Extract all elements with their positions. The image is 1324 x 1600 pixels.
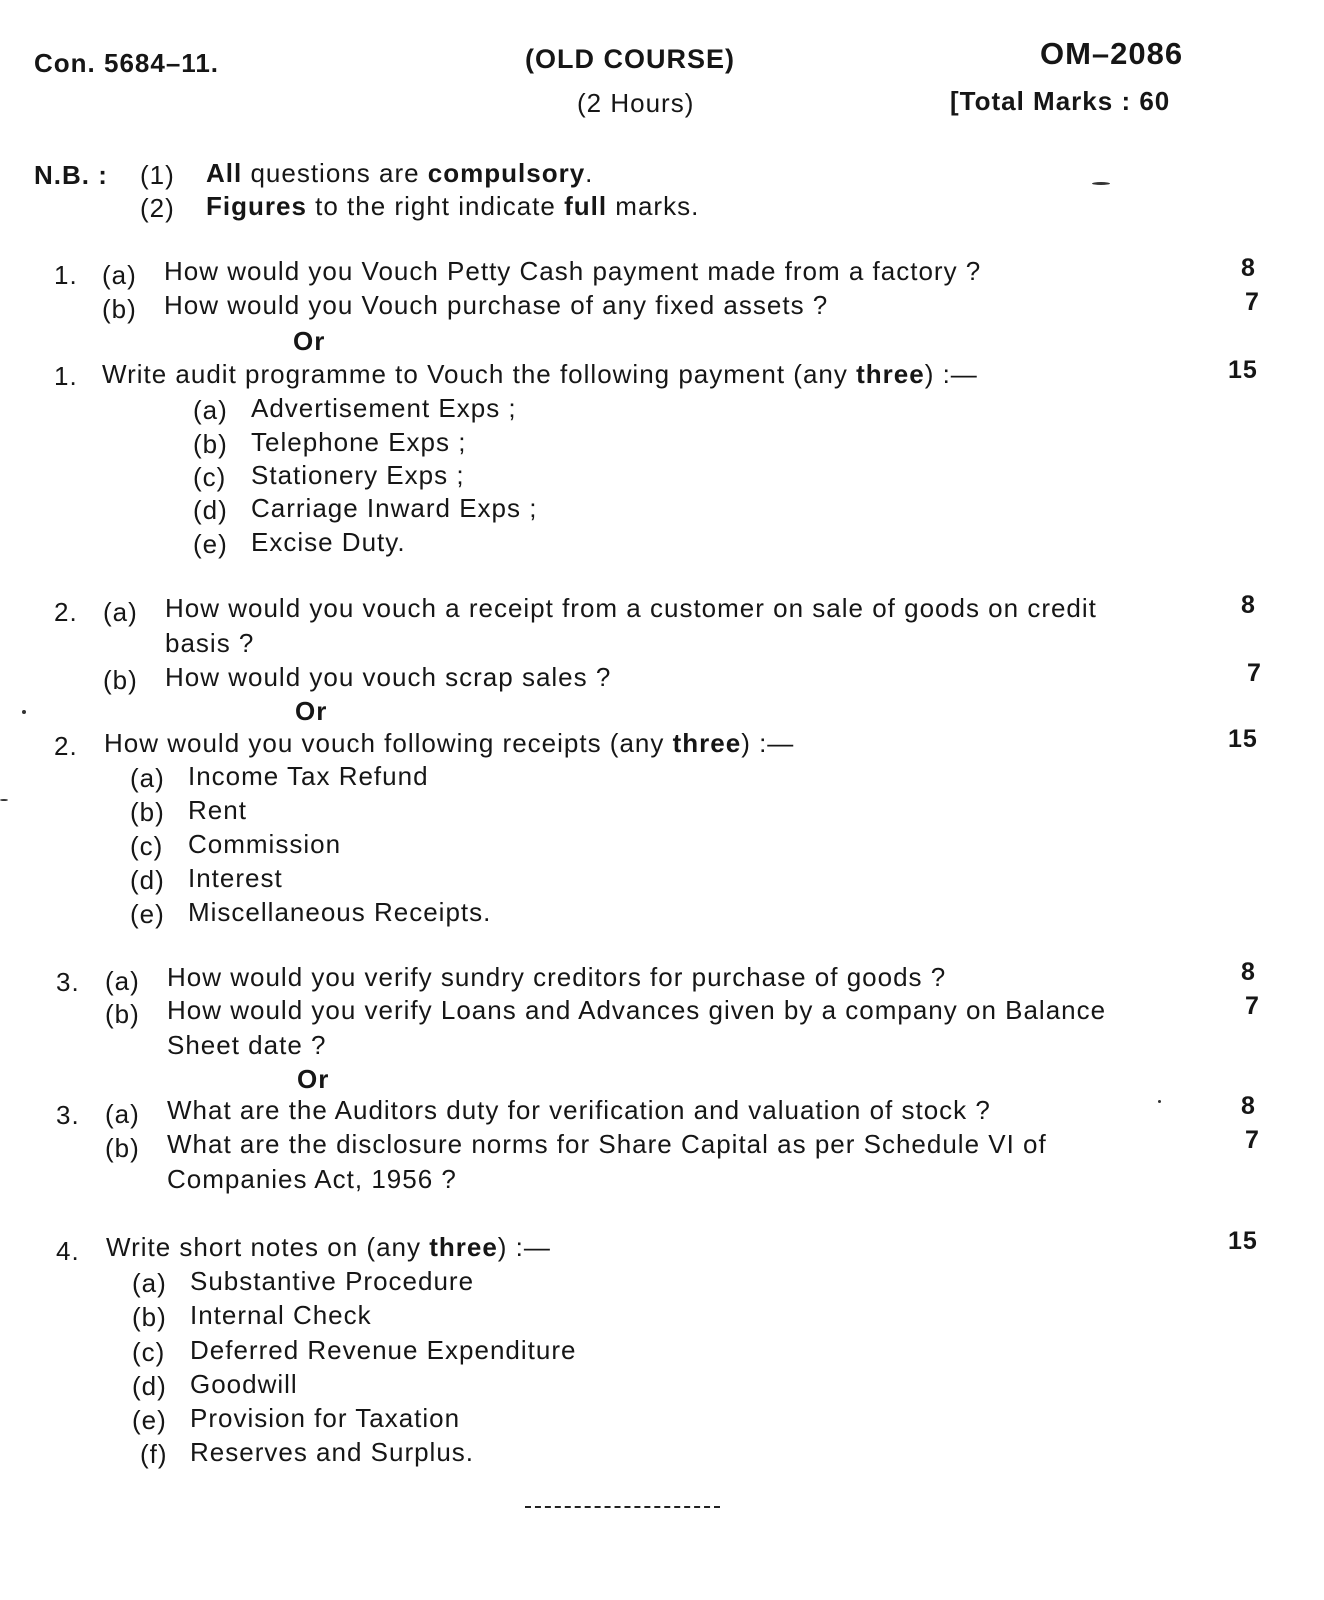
nb-2-part: marks. — [607, 191, 700, 221]
q4-item-label: (f) — [140, 1439, 168, 1469]
q2-alt-item-label: (e) — [130, 899, 165, 929]
nb-item-1-text — [206, 160, 593, 186]
duration: (2 Hours) — [577, 88, 695, 118]
nb-item-2-text — [206, 193, 699, 219]
q1b-label: (b) — [102, 294, 137, 324]
q2-alt-pre: How would you vouch following receipts (any — [104, 728, 673, 758]
nb-1-part: . — [585, 158, 594, 188]
q4-post: ) :— — [497, 1232, 551, 1262]
nb-item-2-num: (2) — [140, 193, 175, 223]
nb-2-part: to the right indicate — [306, 191, 565, 221]
con-code: Con. 5684–11. — [34, 48, 219, 78]
course-label: (OLD COURSE) — [525, 44, 735, 74]
q2-alt-item-text: Rent — [188, 795, 247, 825]
q4-item-text: Provision for Taxation — [190, 1403, 461, 1433]
q3a-text: How would you verify sundry creditors for purchase of goods ? — [167, 962, 947, 992]
q3b-text-line2: Sheet date ? — [167, 1030, 327, 1060]
q1a-label: (a) — [102, 260, 137, 290]
q2-alt-marks: 15 — [1228, 725, 1258, 753]
q3-alt-b-label: (b) — [105, 1133, 140, 1163]
or-separator: Or — [297, 1064, 330, 1094]
q1-alt-item-text: Telephone Exps ; — [251, 427, 467, 457]
q2a-label: (a) — [103, 597, 138, 627]
q3-alt-a-label: (a) — [105, 1099, 140, 1129]
q4-item-text: Internal Check — [190, 1300, 372, 1330]
q2-alt-item-text: Commission — [188, 829, 342, 859]
q3-number: 3. — [56, 967, 80, 997]
nb-label: N.B. : — [34, 160, 108, 190]
q2-alt-bold: three — [672, 728, 742, 758]
q2-alt-post: ) :— — [741, 728, 795, 758]
q2b-text: How would you vouch scrap sales ? — [165, 662, 612, 692]
q1-alt-pre: Write audit programme to Vouch the following payment (any — [102, 359, 857, 389]
q4-item-text: Substantive Procedure — [190, 1266, 475, 1296]
q4-item-label: (c) — [132, 1337, 166, 1367]
q1-alt-item-text: Advertisement Exps ; — [251, 393, 517, 423]
q2-alt-item-label: (b) — [130, 797, 165, 827]
q1-alt-item-text: Stationery Exps ; — [251, 460, 465, 490]
q3-alt-b-text-line1: What are the disclosure norms for Share Capital as per Schedule VI of — [167, 1129, 1047, 1159]
paper-code: OM–2086 — [1040, 36, 1184, 71]
scan-speck — [0, 799, 8, 801]
q1-alt-item-label: (b) — [193, 429, 228, 459]
q1-alt-item-label: (d) — [193, 495, 228, 525]
nb-2-part: Figures — [206, 191, 307, 221]
q3b-label: (b) — [105, 999, 140, 1029]
q3a-label: (a) — [105, 966, 140, 996]
nb-2-part: full — [564, 191, 608, 221]
q3-alt-number: 3. — [56, 1100, 80, 1130]
scan-speck — [22, 710, 26, 714]
q2a-text-line2: basis ? — [165, 628, 255, 658]
scan-speck — [1158, 1100, 1161, 1103]
q2a-marks: 8 — [1241, 591, 1256, 619]
q1a-text: How would you Vouch Petty Cash payment made from a factory ? — [164, 256, 982, 286]
q3a-marks: 8 — [1241, 958, 1256, 986]
q3-alt-b-text-line2: Companies Act, 1956 ? — [167, 1164, 457, 1194]
nb-1-part: compulsory — [427, 158, 586, 188]
q4-item-text: Reserves and Surplus. — [190, 1437, 475, 1467]
q4-marks: 15 — [1228, 1227, 1258, 1255]
q3b-text-line1: How would you verify Loans and Advances given by a company on Balance — [167, 995, 1107, 1025]
q2b-label: (b) — [103, 665, 138, 695]
nb-1-part: All — [206, 158, 243, 188]
nb-item-1-num: (1) — [140, 160, 175, 190]
q2-alt-item-label: (d) — [130, 865, 165, 895]
q4-item-label: (b) — [132, 1302, 167, 1332]
q1-alt-post: ) :— — [924, 359, 978, 389]
q1-number: 1. — [54, 260, 78, 290]
q1-alt-item-label: (a) — [193, 395, 228, 425]
q1-alt-number: 1. — [54, 361, 78, 391]
total-marks: [Total Marks : 60 — [950, 86, 1171, 116]
q2a-text-line1: How would you vouch a receipt from a customer on sale of goods on credit — [165, 593, 1097, 623]
q4-item-text: Deferred Revenue Expenditure — [190, 1335, 577, 1365]
q2-alt-item-text: Income Tax Refund — [188, 761, 429, 791]
q1-alt-item-text: Carriage Inward Exps ; — [251, 493, 538, 523]
nb-1-part: questions are — [242, 158, 428, 188]
q2-alt-text — [104, 730, 794, 756]
q2-alt-item-text: Interest — [188, 863, 283, 893]
q2-alt-item-label: (a) — [130, 763, 165, 793]
q1b-marks: 7 — [1245, 288, 1260, 316]
q3-alt-a-marks: 8 — [1241, 1092, 1256, 1120]
q1-alt-item-label: (e) — [193, 529, 228, 559]
q3-alt-a-text: What are the Auditors duty for verification and valuation of stock ? — [167, 1095, 991, 1125]
q2-alt-number: 2. — [54, 731, 78, 761]
q4-number: 4. — [56, 1236, 80, 1266]
q2b-marks: 7 — [1247, 659, 1262, 687]
end-divider — [525, 1506, 720, 1508]
q2-alt-item-text: Miscellaneous Receipts. — [188, 897, 492, 927]
q4-item-text: Goodwill — [190, 1369, 298, 1399]
q1-alt-marks: 15 — [1228, 356, 1258, 384]
q2-alt-item-label: (c) — [130, 831, 164, 861]
q1-alt-text — [102, 361, 978, 387]
q1-alt-bold: three — [856, 359, 925, 389]
q4-item-label: (e) — [132, 1405, 167, 1435]
q1-alt-item-text: Excise Duty. — [251, 527, 406, 557]
q4-pre: Write short notes on (any — [106, 1232, 430, 1262]
q4-item-label: (d) — [132, 1371, 167, 1401]
q2-number: 2. — [54, 597, 78, 627]
q4-bold: three — [429, 1232, 498, 1262]
q4-item-label: (a) — [132, 1268, 167, 1298]
or-separator: Or — [295, 696, 328, 726]
scan-speck — [1092, 182, 1110, 185]
q1-alt-item-label: (c) — [193, 462, 227, 492]
q3b-marks: 7 — [1245, 992, 1260, 1020]
q1a-marks: 8 — [1241, 254, 1256, 282]
q1b-text: How would you Vouch purchase of any fixed assets ? — [164, 290, 829, 320]
q3-alt-b-marks: 7 — [1245, 1126, 1260, 1154]
q4-text — [106, 1234, 551, 1260]
or-separator: Or — [293, 326, 326, 356]
